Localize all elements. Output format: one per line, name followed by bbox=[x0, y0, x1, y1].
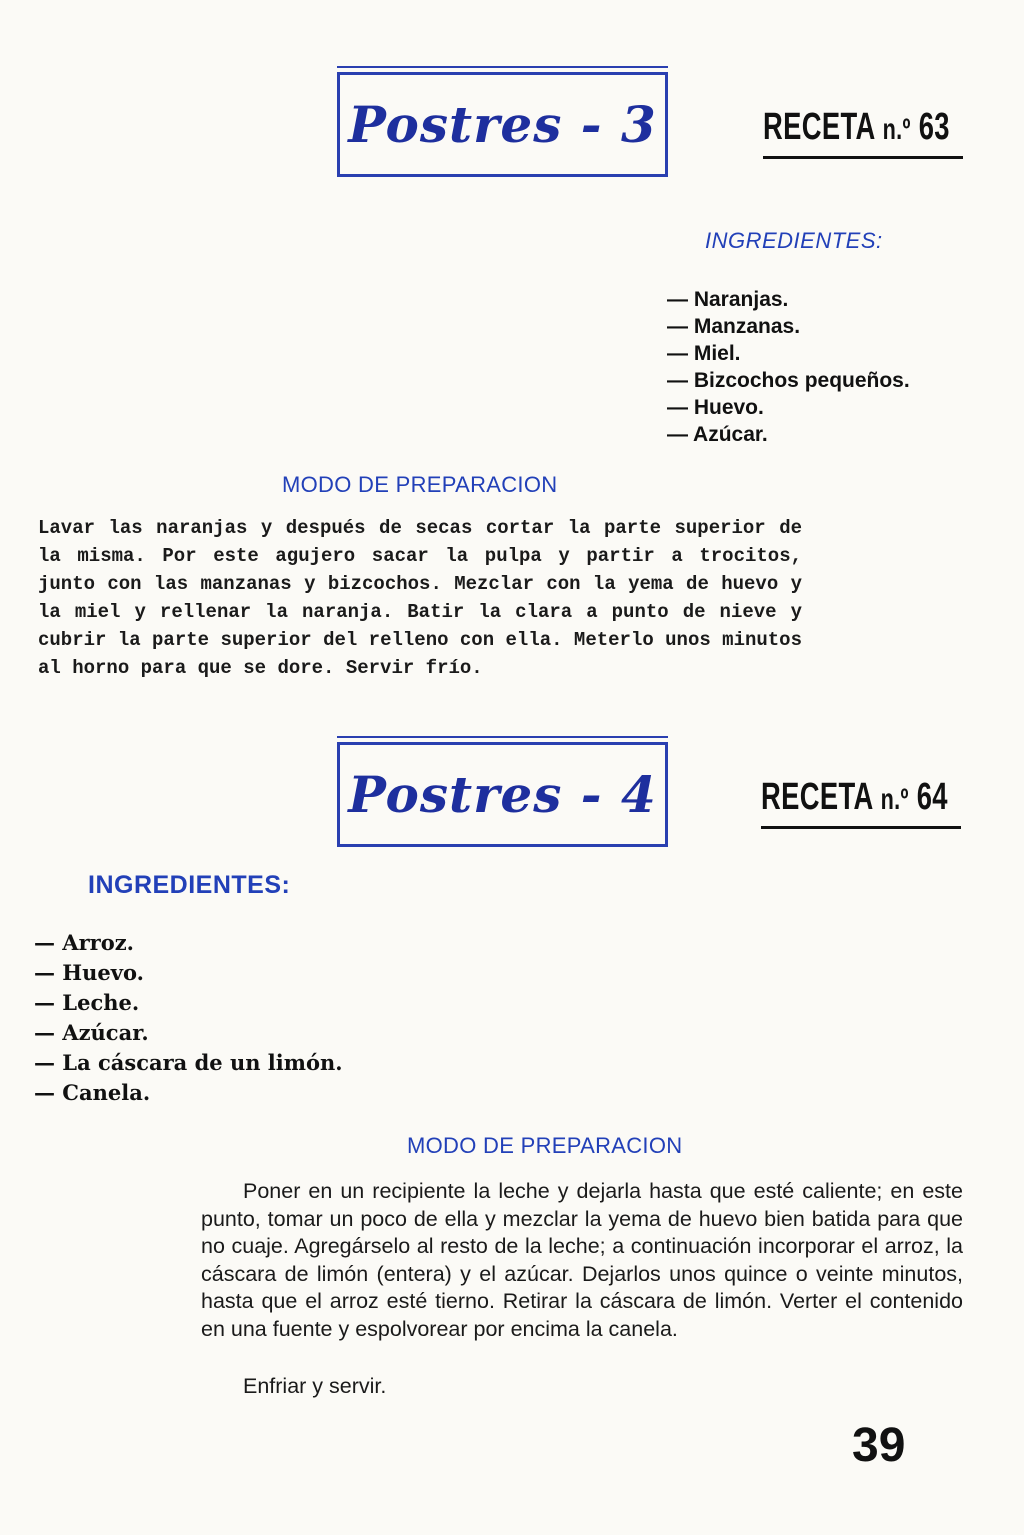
ingredient-item: — Huevo. bbox=[667, 396, 764, 419]
ingredient-item: — Arroz. bbox=[34, 930, 134, 955]
receta-header-63 bbox=[763, 106, 950, 149]
section-title: Postres - 4 bbox=[348, 765, 657, 824]
method-heading: MODO DE PREPARACION bbox=[407, 1133, 683, 1158]
ingredient-item: — Manzanas. bbox=[667, 315, 801, 338]
ingredient-item: — Bizcochos pequeños. bbox=[667, 369, 910, 392]
ingredients-list bbox=[34, 928, 343, 1108]
method-text: Lavar las naranjas y después de secas cortar la parte superior de la misma. Por este agujero sacar la pulpa y partir a trocitos, junto con las manzanas y bizcochos. Mezclar con la yema de huevo y la miel y rellenar la naranja. Batir la clara a punto de nieve y cubrir la parte superior del relleno con ella. Meterlo unos minutos al horno para que se dore. Servir frío. bbox=[38, 517, 802, 679]
method-heading: MODO DE PREPARACION bbox=[282, 472, 558, 497]
ingredients-heading: INGREDIENTES: bbox=[88, 871, 291, 899]
receta-number-prefix: n.º bbox=[882, 113, 911, 146]
ingredients-list bbox=[667, 286, 910, 448]
method-closing: Enfriar y servir. bbox=[243, 1374, 387, 1398]
section-title-box-postres-4 bbox=[337, 742, 668, 847]
ingredient-item: — Azúcar. bbox=[34, 1020, 149, 1045]
section-title: Postres - 3 bbox=[348, 95, 657, 154]
receta-number: 64 bbox=[916, 776, 948, 818]
method-text: Poner en un recipiente la leche y dejarla hasta que esté caliente; en este punto, tomar un poco de ella y mezclar la yema de huevo bien batida para que no cuaje. Agregárselo al resto de la leche; a continuación incorporar el arroz, la cáscara de limón (entera) y el azúcar. Dejarlos unos quince o veinte minutos, hasta que el arroz esté tierno. Retirar la cáscara de limón. Verter el contenido en una fuente y espolvorear por encima la canela. bbox=[201, 1179, 963, 1341]
receta-underline bbox=[763, 156, 963, 159]
section-title-box-postres-3 bbox=[337, 72, 668, 177]
receta-label: RECETA bbox=[761, 776, 873, 818]
ingredient-item: — Azúcar. bbox=[667, 423, 768, 446]
receta-number: 63 bbox=[918, 106, 950, 148]
ingredient-item: — La cáscara de un limón. bbox=[34, 1050, 343, 1075]
ingredient-item: — Naranjas. bbox=[667, 288, 789, 311]
ingredient-item: — Huevo. bbox=[34, 960, 144, 985]
ingredient-item: — Miel. bbox=[667, 342, 741, 365]
ingredient-item: — Canela. bbox=[34, 1080, 151, 1105]
receta-underline bbox=[761, 826, 961, 829]
receta-number-prefix: n.º bbox=[880, 783, 909, 816]
ingredients-heading: INGREDIENTES: bbox=[705, 228, 883, 253]
page-number: 39 bbox=[852, 1419, 906, 1472]
receta-label: RECETA bbox=[763, 106, 875, 148]
receta-header-64 bbox=[761, 776, 948, 819]
ingredient-item: — Leche. bbox=[34, 990, 140, 1015]
